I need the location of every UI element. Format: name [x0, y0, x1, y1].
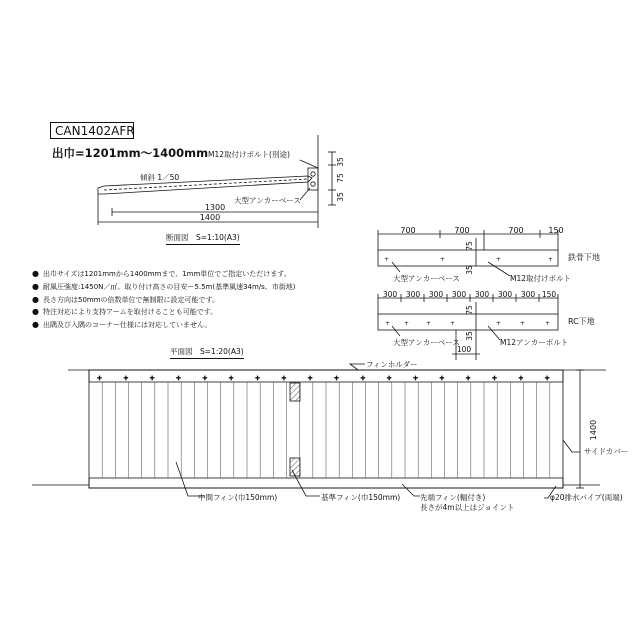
rc-spacing-8: 150: [541, 290, 557, 299]
note-item: ● 耐風圧強度:1450N／㎡、取り付け高さの目安ー5.5m(基準風速34m/s、市街地): [32, 281, 296, 294]
spec-notes: [32, 268, 296, 332]
dim-1300: 1300: [204, 203, 226, 212]
steel-bolt-label: M12取付けボルト: [510, 274, 572, 283]
rc-base-label: RC下地: [568, 317, 595, 326]
dim-v3: 35: [336, 192, 345, 202]
joint-note: 長さが4m以上はジョイント: [420, 503, 515, 512]
holder-mark: +: [307, 375, 313, 382]
svg-text:+: +: [384, 256, 390, 263]
mid-fin-label: 中間フィン(巾150mm): [198, 493, 278, 502]
note-item: ● 出巾サイズは1201mmから1400mmまで、1mm単位でご指定いただけます。: [32, 268, 296, 281]
steel-spacing-3: 700: [508, 226, 524, 235]
svg-text:+: +: [440, 256, 446, 263]
steel-spacing-4: 150: [548, 226, 564, 235]
bolt-leader: [300, 160, 318, 168]
rc-vertical-small-dim: 35: [465, 331, 474, 341]
holder-mark: +: [334, 375, 340, 382]
holder-mark: +: [465, 375, 471, 382]
holder-mark: +: [97, 375, 103, 382]
section-caption: 断面図 S=1:10(A3): [166, 232, 240, 245]
rc-offset-dim-value: 100: [456, 345, 472, 354]
steel-base-rail: [378, 250, 558, 266]
fin-holder-label: フィンホルダー: [366, 360, 418, 369]
svg-text:+: +: [385, 320, 391, 327]
model-number: CAN1402AFR: [50, 122, 134, 139]
section-bolt-label: M12取付けボルト(別途): [208, 150, 290, 159]
steel-base-markers: [384, 256, 553, 263]
steel-base-label: 鉄骨下地: [568, 253, 600, 262]
anchor-leader: [300, 188, 310, 200]
svg-text:+: +: [450, 320, 456, 327]
rc-spacing-1: 300: [382, 290, 398, 299]
holder-mark: +: [386, 375, 392, 382]
svg-text:+: +: [545, 320, 551, 327]
svg-text:+: +: [496, 320, 502, 327]
steel-vertical-small-dim: 35: [465, 265, 474, 275]
steel-anchor-label: 大型アンカーベース: [393, 274, 460, 283]
holder-mark: +: [281, 375, 287, 382]
steel-vertical-dim: 75: [465, 241, 474, 251]
dim-1400: 1400: [199, 213, 221, 222]
rc-spacing-4: 300: [451, 290, 467, 299]
svg-text:+: +: [520, 320, 526, 327]
svg-text:+: +: [404, 320, 410, 327]
holder-mark: +: [492, 375, 498, 382]
plan-view: [32, 364, 606, 498]
tip-fin-leader: [402, 484, 420, 496]
rc-spacing-6: 300: [497, 290, 513, 299]
dim-v1: 35: [336, 157, 345, 167]
rc-spacing-7: 300: [520, 290, 536, 299]
rc-anchor-label: 大型アンカーベース: [393, 338, 460, 347]
holder-mark: +: [255, 375, 261, 382]
tip-fin-label: 先端フィン(輻付き): [420, 493, 486, 502]
side-cover-label: サイドカバー: [584, 447, 629, 456]
steel-bolt-leader: [488, 262, 510, 276]
svg-text:+: +: [426, 320, 432, 327]
holder-mark: +: [176, 375, 182, 382]
svg-text:+: +: [548, 256, 554, 263]
holder-mark: +: [228, 375, 234, 382]
steel-spacing-2: 700: [454, 226, 470, 235]
mid-fin-leader: [176, 462, 204, 496]
base-fin-label: 基準フィン(巾150mm): [321, 493, 401, 502]
rc-bolt-label: M12アンカーボルト: [500, 338, 569, 347]
section-anchor-label: 大型アンカーベース: [234, 196, 301, 205]
holder-mark: +: [413, 375, 419, 382]
size-range: 出巾=1201mm～1400mm: [52, 146, 209, 160]
holder-mark: +: [149, 375, 155, 382]
note-item: ● 特注対応により支持アームを取付けることも可能です。: [32, 306, 296, 319]
side-cover-leader: [563, 440, 580, 452]
note-item: ● 出隅及び入隅のコーナー仕様には対応していません。: [32, 319, 296, 332]
rc-spacing-2: 300: [405, 290, 421, 299]
plan-caption: 平面図 S=1:20(A3): [170, 346, 244, 359]
base-fin-hatch-top: [290, 383, 300, 401]
holder-mark: +: [202, 375, 208, 382]
tip-fin-strip: [89, 478, 563, 488]
rc-base-markers: [385, 320, 550, 327]
fin-holder-leader: [350, 364, 365, 370]
fin-profile: [98, 176, 312, 194]
rc-anchor-leader: [392, 326, 400, 336]
holder-marks: [97, 375, 550, 382]
svg-text:+: +: [496, 256, 502, 263]
fin-lines: [102, 382, 550, 478]
steel-spacing-1: 700: [400, 226, 416, 235]
holder-mark: +: [518, 375, 524, 382]
drain-pipe-label: φ20排水パイプ(両端): [550, 493, 623, 502]
rc-bolt-leader: [488, 326, 500, 340]
holder-mark: +: [123, 375, 129, 382]
holder-mark: +: [360, 375, 366, 382]
holder-mark: +: [439, 375, 445, 382]
bolt-lower: [311, 182, 315, 186]
rc-spacing-3: 300: [428, 290, 444, 299]
holder-mark: +: [544, 375, 550, 382]
note-item: ● 長さ方向は50mmの倍数単位で無制限に設定可能です。: [32, 294, 296, 307]
slope-label: 傾斜 1／50: [140, 173, 180, 182]
rc-spacing-5: 300: [474, 290, 490, 299]
bolt-upper: [311, 172, 315, 176]
steel-anchor-leader: [392, 262, 400, 272]
base-fin-hatch-bottom: [290, 458, 300, 476]
anchor-bracket: [308, 168, 318, 190]
dim-v2: 75: [336, 173, 345, 183]
plan-depth-dim: 1400: [589, 419, 598, 441]
rc-vertical-dim: 75: [465, 305, 474, 315]
